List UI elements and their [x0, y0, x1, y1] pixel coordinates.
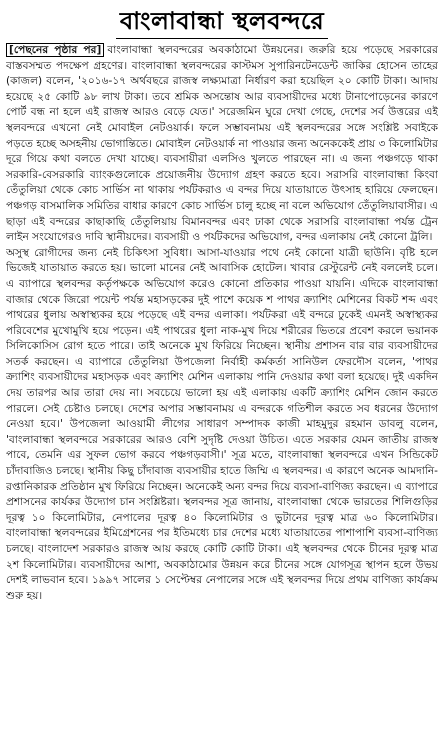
article-body [6, 43, 438, 604]
article-headline: বাংলাবান্ধা স্থলবন্দরে [116, 4, 328, 39]
lead-text: বাংলাবান্ধা স্থলবন্দরের অবকাঠামো উন্নয়নের। জরুরি হয়ে পড়েছে সরকারের বাস্তবসম্মত পদক্ষেপ গ্রহণের। বাংলাবান্ধা স্থলবন্দরের কাস্টমস সুপারিনটেনডেন্ট জাকির হোসেন তাহের (কাজল) বলেন, '২০১৬-১৭ অর্থবছরে রাজস্ব লক্ষ্যমাত্রা নির্ধারণ করা হয়েছিল ২০ কোটি টাকা। আদায় হয়েছে ২৫ কোটি ৯৮ লাখ টাকা। তবে শ্রমিক অসন্তোষ আর ব্যবসায়ীদের মধ্যে টানাপোড়েনের কারণে পোর্ট বন্ধ না হলে এই রাজস্ব আরও বেড়ে যেত।' সরেজমিন ঘুরে দেখা গেছে, দেশের সর্ব উত্তরের এই স্থলবন্দরে এখনো নেই মোবাইল নেটওয়ার্ক। ফলে সম্ভাবনাময় এই স্থলবন্দরের সঙ্গে সংশ্লিষ্ট সবাইকে পড়তে হচ্ছে অসহনীয় ভোগান্তিতে। মোবাইল নেটওয়ার্ক না পাওয়ার জন্য অনেককেই প্রায় ৩ কিলোমিটার দূরে গিয়ে কথা বলতে দেখা যাচ্ছে। ব্যবসায়ীরা এলসিও খুলতে পারছেন না। এ জন্য পঞ্চগড়ে থাকা সরকারি-বেসরকারি ব্যাংকগুলোকে প্রয়োজনীয় উদ্যোগ গ্রহণ করতে হবে। সরাসরি বাংলাবান্ধা কিংবা তেঁতুলিয়া থেকে কোচ সার্ভিস না থাকায় পর্যটকরাও এ বন্দর দিয়ে যাতায়াতে উৎসাহ হারিয়ে ফেলছেন। পঞ্চগড় বাসমালিক সমিতির বাধার কারণে কোচ সার্ভিস চালু হচ্ছে না বলে অভিযোগ তেঁতুলিয়াবাসীর। এ ছাড়া এই বন্দরের কাছাকাছি তেঁতুলিয়ায় বিমানবন্দর এবং ঢাকা থেকে সরাসরি বাংলাবান্ধা পর্যন্ত ট্রেন লাইন সংযোগেরও দাবি স্থানীয়দের। ব্যবসায়ী ও পর্যটকদের অভিযোগ, বন্দর এলাকায় নেই কোনো ট্রলি। [6, 44, 438, 244]
headline-container [6, 4, 438, 40]
body-paragraph: অসুস্থ রোগীদের জন্য নেই চিকিৎসা সুবিধা। আসা-যাওয়ার পথে নেই কোনো যাত্রী ছাউনি। বৃষ্টি হলে ভিজেই যাতায়াত করতে হয়। ভালো মানের নেই আবাসিক হোটেল। খাবার রেস্টুরেন্ট নেই বললেই চলে। এ ব্যাপারে স্থলবন্দর কর্তৃপক্ষকে অভিযোগ করেও কোনো প্রতিকার পাওয়া যায়নি। এদিকে বাংলাবান্ধা বাজার থেকে জিরো পয়েন্ট পর্যন্ত মহাসড়কের দুই পাশে কয়েক শ পাথর ক্র্যাশিং মেশিনের বিকট শব্দ এবং পাথরের ধুলায় অস্বাস্থ্যকর হয়ে পড়েছে এই বন্দর এলাকা। পর্যটকরা এই বন্দরে ঢুকেই এমনই অস্বাস্থ্যকর পরিবেশের মুখোমুখি হয়ে পড়েন। এই পাথরের ধুলা নাক-মুখ দিয়ে শরীরের ভিতরে প্রবেশ করলে ভয়ানক সিলিকোসিস রোগ হতে পারে। তাই অনেকে মুখ ফিরিয়ে নিচ্ছেন। স্থানীয় প্রশাসন বার বার ব্যবসায়ীদের সতর্ক করছেন। এ ব্যাপারে তেঁতুলিয়া উপজেলা নির্বাহী কর্মকর্তা সানিউল ফেরদৌস বলেন, 'পাথর ক্র্যাশিং ব্যবসায়ীদের মহাসড়ক এবং ক্র্যাশিং মেশিন এলাকায় পানি দেওয়ার কথা বলা হয়েছে। দুই একদিন দেয় তারপর আর তারা দেয় না। সবচেয়ে ভালো হয় এই এলাকায় একটি ক্র্যাশিং মেশিন জোন করতে পারলে। সেই চেষ্টাও চলছে। দেশের অপার সম্ভাবনাময় এ বন্দরকে গতিশীল করতে সব ধরনের উদ্যোগ নেওয়া হবে।' উপজেলা আওয়ামী লীগের সাধারণ সম্পাদক কাজী মাহমুদুর রহমান ডাবলু বলেন, 'বাংলাবান্ধা স্থলবন্দরে সরকারের আরও বেশি সুদৃষ্টি দেওয়া উচিত। এতে সরকার যেমন জাতীয় রাজস্ব পাবে, তেমনি এর সুফল ভোগ করবে পঞ্চগড়বাসী।' সূত্র মতে, বাংলাবান্ধা স্থলবন্দরে এখন সিন্ডিকেট চাঁদাবাজিও চলছে। স্থানীয় কিছু চাঁদাবাজ ব্যবসায়ীর হাতে জিম্মি এ স্থলবন্দর। এ কারণে অনেক আমদানি-রপ্তানিকারক প্রতিষ্ঠান মুখ ফিরিয়ে নিচ্ছেন। অনেকেই অন্য বন্দর দিয়ে ব্যবসা-বাণিজ্য করছেন। এ ব্যাপারে প্রশাসনের কার্যকর উদ্যোগ চান সংশ্লিষ্টরা। স্থলবন্দর সূত্র জানায়, বাংলাবান্ধা থেকে ভারতের শিলিগুড়ির দূরত্ব ১০ কিলোমিটার, নেপালের দূরত্ব ৪০ কিলোমিটার ও ভুটানের দূরত্ব মাত্র ৬০ কিলোমিটার। বাংলাবান্ধা স্থলবন্দরের ইমিগ্রেশনের পর ইতিমধ্যে চার দেশের মধ্যে যাতায়াতের পাশাপাশি ব্যবসা-বাণিজ্য চলছে। বাংলাদেশ সরকারও রাজস্ব আয় করছে কোটি কোটি টাকা। এই স্থলবন্দর থেকে চীনের দূরত্ব মাত্র ২শ কিলোমিটার। ব্যবসায়ীদের আশা, অবকাঠামোর উন্নয়ন করে চীনের সঙ্গে যোগসূত্র স্থাপন হলে উভয় দেশই লাভবান হবে। ১৯৯৭ সালের ১ সেপ্টেম্বর নেপালের সঙ্গে এই স্থলবন্দর দিয়ে প্রথম বাণিজ্য কার্যক্রম শুরু হয়। [6, 246, 438, 602]
lead-paragraph [6, 43, 438, 246]
continued-from-label: [পেছনের পৃষ্ঠার পর] [6, 43, 104, 57]
news-article [6, 4, 438, 743]
